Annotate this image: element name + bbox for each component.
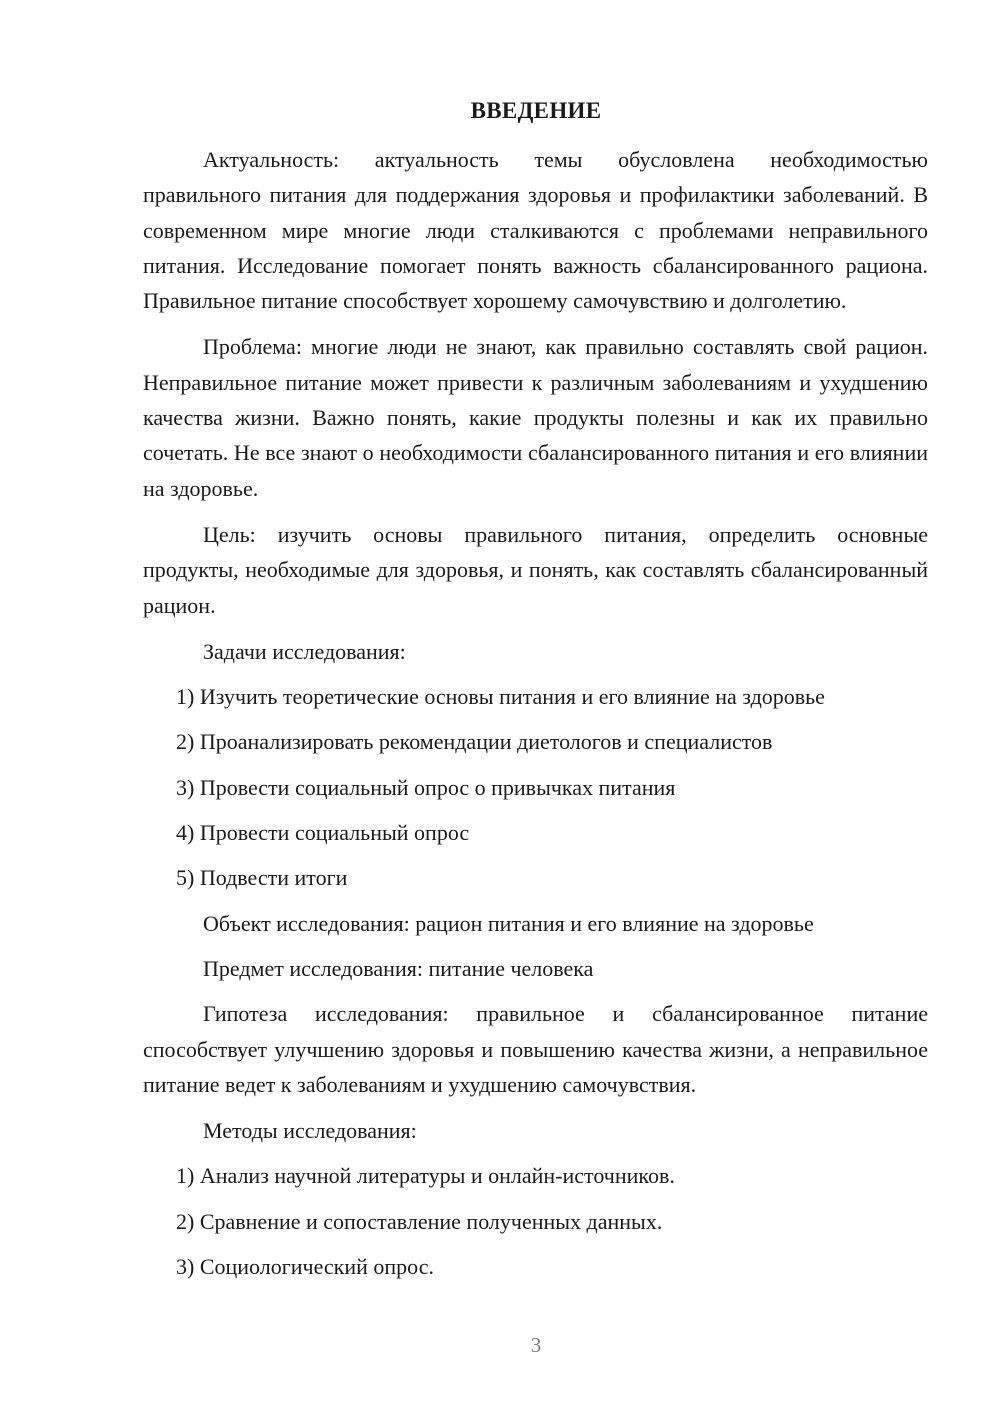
list-item: 2) Проанализировать рекомендации диетологов и специалистов [176, 729, 773, 755]
methods-heading: Методы исследования: [203, 1118, 417, 1144]
problem-paragraph: Проблема: многие люди не знают, как правильно составлять свой рацион. Неправильное питание может привести к различным заболеваниям и ухудшению качества жизни. Важно понять, какие продукты полезны и как их правильно сочетать. Не все знают о необходимости сбалансированного питания и его влиянии на здоровье. [143, 334, 928, 501]
object-line: Объект исследования: рацион питания и его влияние на здоровье [203, 910, 814, 936]
list-item: 1) Изучить теоретические основы питания и его влияние на здоровье [176, 684, 825, 710]
tasks-heading: Задачи исследования: [203, 638, 406, 664]
page-number: 3 [530, 1333, 542, 1357]
list-item: 5) Подвести итоги [176, 865, 348, 891]
list-item: 3) Провести социальный опрос о привычках питания [176, 774, 676, 800]
document-body [143, 142, 928, 1284]
list-item: 2) Сравнение и сопоставление полученных данных. [176, 1208, 663, 1234]
tasks-list [143, 679, 928, 895]
hypothesis-paragraph: Гипотеза исследования: правильное и сбалансированное питание способствует улучшению здоровья и повышению качества жизни, а неправильное питание ведет к заболеваниям и ухудшению самочувствия. [143, 1001, 928, 1097]
relevance-paragraph: Актуальность: актуальность темы обусловлена необходимостью правильного питания для поддержания здоровья и профилактики заболеваний. В современном мире многие люди сталкиваются с проблемами неправильного питания. Исследование помогает понять важность сбалансированного рациона. Правильное питание способствует хорошему самочувствию и долголетию. [143, 147, 928, 314]
page-title: ВВЕДЕНИЕ [470, 98, 602, 123]
list-item: 4) Провести социальный опрос [176, 820, 470, 846]
list-item: 1) Анализ научной литературы и онлайн-источников. [176, 1163, 675, 1189]
goal-paragraph: Цель: изучить основы правильного питания, определить основные продукты, необходимые для здоровья, и понять, как составлять сбалансированный рацион. [143, 521, 928, 618]
list-item: 3) Социологический опрос. [176, 1254, 434, 1280]
methods-list [143, 1158, 928, 1284]
subject-line: Предмет исследования: питание человека [203, 955, 594, 981]
